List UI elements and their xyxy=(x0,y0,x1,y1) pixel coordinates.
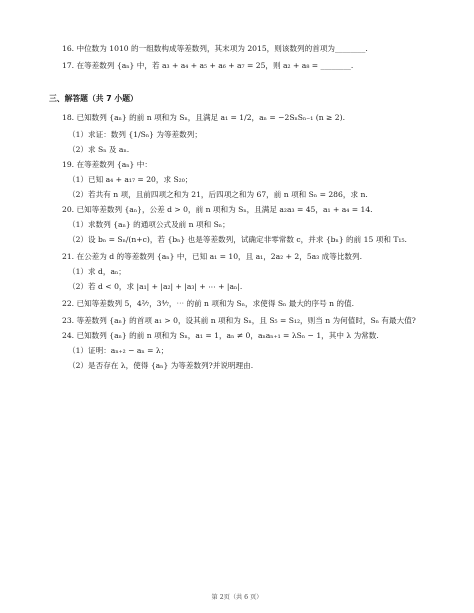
question-20: 20. 已知等差数列 {aₙ}，公差 d > 0，前 n 项和为 Sₙ，且满足 a₂a₃ = 45，a₁ + a₄ = 14. xyxy=(62,205,373,214)
question-18-part-2: （2）求 Sₙ 及 aₙ. xyxy=(68,145,130,154)
question-18: 18. 已知数列 {aₙ} 的前 n 项和为 Sₙ，且满足 a₁ = 1/2，aₙ = −2SₙSₙ₋₁ (n ≥ 2). xyxy=(62,113,346,122)
question-19-part-2: （2）若共有 n 项，且前四项之和为 21，后四项之和为 67，前 n 项和 Sₙ = 286，求 n. xyxy=(68,190,368,199)
question-16: 16. 中位数为 1010 的一组数构成等差数列，其末项为 2015，则该数列的首项为________. xyxy=(62,44,368,53)
question-24-part-1: （1）证明：aₙ₊₂ − aₙ = λ； xyxy=(68,346,169,355)
question-22: 22. 已知等差数列 5，4²⁄₇，3⁴⁄₇，⋯ 的前 n 项和为 Sₙ，求使得 Sₙ 最大的序号 n 的值. xyxy=(62,299,355,308)
question-19-part-1: （1）已知 a₄ + a₁₇ = 20，求 S₂₀； xyxy=(68,175,193,184)
question-20-part-2: （2）设 bₙ = Sₙ/(n+c)，若 {bₙ} 也是等差数列，试确定非零常数 c，并求 {bₙ} 的前 15 项和 T₁₅. xyxy=(68,235,407,244)
question-21-part-2: （2）若 d < 0，求 |a₁| + |a₂| + |a₃| + ⋯ + |aₙ|. xyxy=(68,282,243,291)
question-21-part-1: （1）求 d，aₙ； xyxy=(68,267,126,276)
question-18-part-1: （1）求证：数列 {1/Sₙ} 为等差数列； xyxy=(68,130,202,139)
question-21: 21. 在公差为 d 的等差数列 {aₙ} 中，已知 a₁ = 10，且 a₁，2a₂ + 2，5a₃ 成等比数列. xyxy=(62,252,363,261)
question-23: 23. 等差数列 {aₙ} 的首项 a₁ > 0，设其前 n 项和为 Sₙ，且 S₅ = S₁₂，则当 n 为何值时，Sₙ 有最大值? xyxy=(62,316,416,325)
question-17: 17. 在等差数列 {aₙ} 中，若 a₃ + a₄ + a₅ + a₆ + a₇ = 25，则 a₂ + a₈ = ________. xyxy=(62,61,354,70)
section-title: 三、解答题（共 7 小题） xyxy=(49,94,138,103)
question-24-part-2: （2）是否存在 λ，使得 {aₙ} 为等差数列?并说明理由. xyxy=(68,361,254,370)
page-footer: 第 2页（共 6 页） xyxy=(211,594,263,601)
question-24: 24. 已知数列 {aₙ} 的前 n 项和为 Sₙ，a₁ = 1，aₙ ≠ 0，aₙaₙ₊₁ = λSₙ − 1，其中 λ 为常数. xyxy=(62,331,379,340)
question-19: 19. 在等差数列 {aₙ} 中： xyxy=(62,160,152,169)
question-20-part-1: （1）求数列 {aₙ} 的通项公式及前 n 项和 Sₙ； xyxy=(68,220,230,229)
